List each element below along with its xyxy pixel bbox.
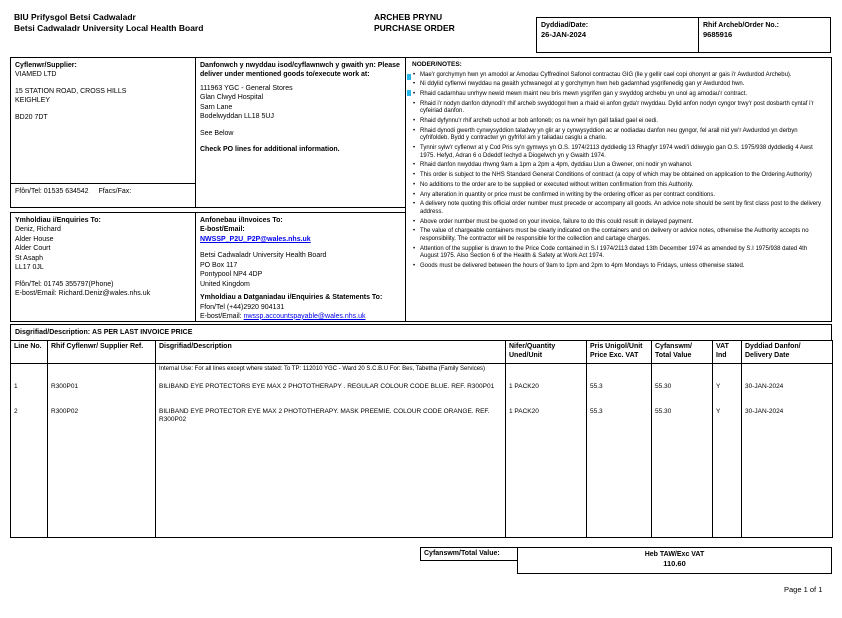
supplier-address-line: KEIGHLEY [15,97,51,105]
invoices-email-link[interactable]: NWSSP_P2U_P2P@wales.nhs.uk [200,235,311,243]
enquiries-address-line: LL17 0JL [15,264,44,272]
supplier-address-line: 15 STATION ROAD, CROSS HILLS [15,87,127,95]
item-row [11,406,833,436]
col-unit-price: Pris Unigol/Unit Price Exc. VAT [587,341,652,364]
note-item: • Mae'r gorchymyn hwn yn amodol ar Amodau Cyffredinol Safonol contractau GIG (lle y gellir cael copi ohonynt ar gais i'r Awdurdod Archebu). [412,72,826,80]
items-table-container [10,340,833,538]
items-filler-row [11,436,833,537]
description-row-label: Disgrifiad/Description: [15,329,91,336]
note-item: • Rhaid dynodi gwerth cynwysyddion taladwy yn glir ar y cynwysyddion ac ar nodiadau danfon neu gyngor, fel arall nid yw'r Awdurdod yn derbyn cyfrifoldeb. Bydd y contractwr yn gyfrifol am y taliadau casglu a chario. [412,128,826,143]
invoices-email-label: E-bost/Email: [200,226,245,234]
exc-vat-note: Heb TAW/Exc VAT [644,551,705,558]
note-item: • No additions to the order are to be supplied or executed without written confirmation from this Authority. [412,182,826,190]
notes-list [412,72,826,271]
document-title-welsh: ARCHEB PRYNU [374,12,443,22]
notes-label: NODER/NOTES: [412,61,462,68]
items-table [10,340,833,538]
invoices-org: Betsi Cadwaladr University Health Board [200,252,327,260]
item-unit-price: 55.3 [587,381,652,406]
note-item: • Rhaid danfon nwyddau rhwng 9am a 1pm a 2pm a 4pm, dyddiau Llun a Gwener, oni nodir yn wahanol. [412,162,826,170]
deliver-address-line: Glan Clwyd Hospital [200,94,264,102]
supplier-fax-label: Ffacs/Fax: [98,188,132,195]
item-vat-ind: Y [713,381,742,406]
note-item: • Rhaid i'r nodyn danfon ddynodi'r rhif archeb swyddogol hwn a rhaid ei anfon gyda'r nwyddau. Dylid anfon nodyn cyngor trwy'r post dosbarth cyntaf i'r cyfeiriad danfon. [412,101,826,116]
item-total-value: 55.30 [652,406,713,436]
item-total-value: 55.30 [652,381,713,406]
col-line-no: Line No. [11,341,48,364]
note-item: • Rhaid dyfynnu'r rhif archeb uchod ar bob anfoneb; os na wneir hyn gall taliad gael ei oedi. [412,118,826,126]
note-item: • Rhaid cadarnhau unrhyw newid mewn maint neu bris mewn ysgrifen gan y swyddog archebu yn unol ag amodau'r contract. [412,91,826,99]
enquiries-box [10,212,196,322]
see-below-note: See Below [200,129,234,137]
col-total-value: Cyfanswm/ Total Value [652,341,713,364]
item-supplier-ref: R300P02 [48,406,156,436]
enquiries-address-line: St Asaph [15,254,44,262]
supplier-name: VIAMED LTD [15,71,57,79]
statements-email-link[interactable]: nwssp.accountspayable@wales.nhs.uk [243,312,366,320]
check-po-lines-note: Check PO lines for additional information. [200,146,340,154]
item-line-no: 2 [11,406,48,436]
enquiries-address-line: Alder House [15,235,54,243]
total-value-box [517,547,832,574]
invoices-address-line: PO Box 117 [200,261,238,269]
order-date-label: Dyddiad/Date: [541,22,589,29]
enquiries-address-line: Alder Court [15,245,51,253]
enquiries-email-link[interactable]: Richard.Deniz@wales.nhs.uk [58,290,151,298]
statements-label: Ymholdiau a Datganiadau i/Enquiries & Statements To: [200,294,383,302]
enquiries-label: Ymholdiau i/Enquiries To: [15,217,101,224]
item-quantity: 1 PACK20 [506,406,587,436]
note-item: • A delivery note quoting this official order number must precede or accompany all goods. An advice note should be sent by first class post to the delivery address. [412,201,826,216]
note-item: • Above order number must be quoted on your invoice, failure to do this could result in delayed payment. [412,219,826,227]
items-header-row [11,341,833,364]
org-name-english: Betsi Cadwaladr University Local Health Board [14,22,204,33]
col-supplier-ref: Rhif Cyflenwr/ Supplier Ref. [48,341,156,364]
invoices-address-line: Pontypool NP4 4DP [200,271,263,279]
total-value-amount: 110.60 [663,559,686,569]
invoices-box [195,212,406,322]
item-vat-ind: Y [713,406,742,436]
note-item: • The value of chargeable containers must be clearly indicated on the containers and on delivery or advice notes, otherwise the Authority accepts no responsibility. The contractor will be responsible for the collection and cartage charges. [412,228,826,243]
supplier-label: Cyflenwr/Supplier: [15,62,77,69]
deliver-address-line: Sarn Lane [200,103,233,111]
internal-use-row [11,363,833,381]
note-item: • Goods must be delivered between the hours of 9am to 1pm and 2pm to 4pm Mondays to Fridays, unless otherwise stated. [412,263,826,271]
supplier-box [10,57,196,184]
statements-phone: Ffon/Tel (+44)2920 904131 [200,303,285,311]
annotation-marker-icon [407,74,411,80]
order-date-value: 26-JAN-2024 [541,30,587,40]
note-item: • Tynnir sylw'r cyflenwr at y Cod Pris sy'n gymwys yn O.S. 1974/2113 dyddiedig 13 Rhagfyr 1974 wedi'i ddiwygio gan O.S. 1975/938 dyddiedig 4 Awst 1975. Hefyd, Adran 6 o Ddeddf Iechyd a Diogelwch yn y Gwaith 1974. [412,145,826,160]
deliver-to-box [195,57,406,208]
col-quantity: Nifer/Quantity Uned/Unit [506,341,587,364]
item-delivery-date: 30-JAN-2024 [742,381,833,406]
note-item: • Any alteration in quantity or price must be confirmed in writing by the ordering officer as per contract conditions. [412,192,826,200]
enquiries-name: Deniz, Richard [15,226,61,234]
col-vat-ind: VAT Ind [713,341,742,364]
item-quantity: 1 PACK20 [506,381,587,406]
enquiries-phone: Ffôn/Tel: 01745 355797(Phone) [15,280,114,288]
total-value-label: Cyfanswm/Total Value: [420,547,518,561]
order-number-label: Rhif Archeb/Order No.: [703,22,779,29]
col-description: Disgrifiad/Description [156,341,506,364]
supplier-phone: Ffôn/Tel: 01535 634542 [15,188,89,195]
description-row-value: AS PER LAST INVOICE PRICE [92,329,193,336]
item-unit-price: 55.3 [587,406,652,436]
statements-email-label: E-bost/Email: [200,312,242,320]
item-row [11,381,833,406]
org-name [14,12,203,33]
supplier-phone-box [10,183,196,208]
col-delivery-date: Dyddiad Danfon/ Delivery Date [742,341,833,364]
item-description: BILIBAND EYE PROTECTOR EYE MAX 2 PHOTOTHERAPY. MASK PREEMIE. COLOUR CODE ORANGE. REF. R300P02 [156,406,506,436]
page-number: Page 1 of 1 [784,585,823,594]
internal-use-text: Internal Use: For all lines except where stated: To TP: 112010 YGC - Ward 20 S.C.B.U For: Bes, Tabetha (Family Services) [156,363,506,381]
org-name-welsh: BIU Prifysgol Betsi Cadwaladr [14,12,136,22]
deliver-address-line: 111963 YGC - General Stores [200,84,293,92]
notes-box [405,57,832,322]
note-item: • Attention of the supplier is drawn to the Price Code contained in S.I 1974/2113 dated 13th December 1974 as amended by S.I 1975/938 dated 4th August 1975. Also Section 6 of the Health & Safety at Work Act 1974. [412,246,826,261]
order-date-box [536,17,699,53]
note-item: • Ni ddylid cyflenwi nwyddau na gwaith ychwanegol at y gorchymyn hwn heb gadarnhad ysgrifenedig gan yr Awdurdod hwn. [412,81,826,89]
invoices-address-line: United Kingdom [200,280,250,288]
order-number-box [698,17,831,53]
enquiries-email-label: E-bost/Email: [15,290,57,298]
item-delivery-date: 30-JAN-2024 [742,406,833,436]
item-line-no: 1 [11,381,48,406]
deliver-to-label: Danfonwch y nwyddau isod/cyflawnwch y gwaith yn: Please deliver under mentioned goods to/execute work at: [200,62,400,79]
item-description: BILIBAND EYE PROTECTORS EYE MAX 2 PHOTOTHERAPY . REGULAR COLOUR CODE BLUE. REF. R300P01 [156,381,506,406]
annotation-marker-icon [407,90,411,96]
document-title-english: PURCHASE ORDER [374,22,455,33]
order-number-value: 9685916 [703,30,733,40]
note-item: • This order is subject to the NHS Standard General Conditions of contract (a copy of which may be obtained on application to the Ordering Authority) [412,172,826,180]
document-title [374,12,455,33]
description-row [10,324,832,341]
item-supplier-ref: R300P01 [48,381,156,406]
invoices-label: Anfonebau i/Invoices To: [200,217,283,224]
deliver-address-line: Bodelwyddan LL18 5UJ [200,113,274,121]
supplier-address-line: BD20 7DT [15,113,48,121]
